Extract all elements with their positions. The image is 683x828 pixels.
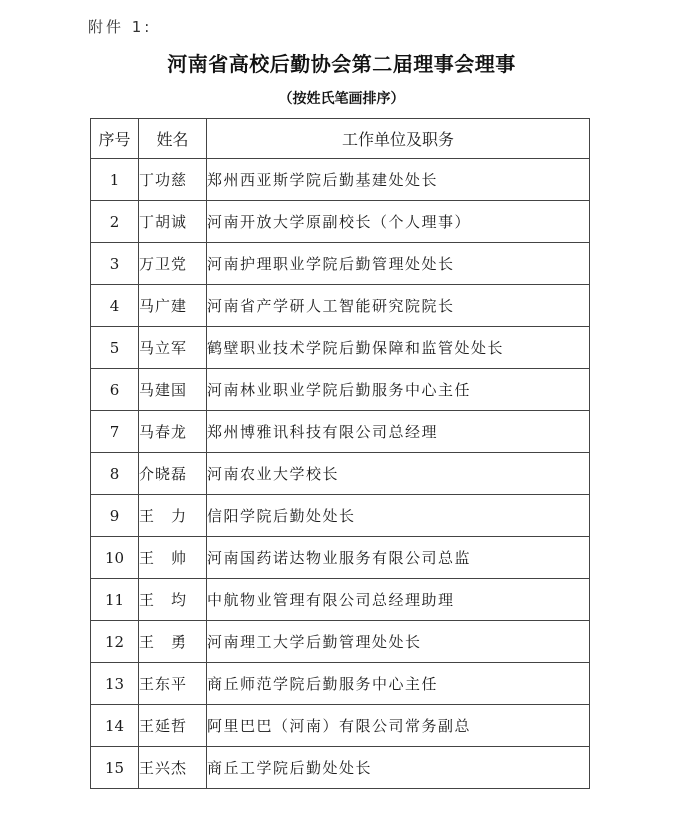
member-name: 马立军 — [139, 327, 207, 369]
member-name: 王东平 — [139, 663, 207, 705]
attachment-label: 附件 1: — [88, 18, 153, 36]
table-row — [91, 537, 590, 579]
table-row — [91, 243, 590, 285]
member-organization: 鹤壁职业技术学院后勤保障和监管处处长 — [207, 327, 590, 369]
table-row — [91, 201, 590, 243]
member-name: 丁功慈 — [139, 159, 207, 201]
member-name: 丁胡诚 — [139, 201, 207, 243]
row-number: 5 — [91, 327, 139, 369]
member-name: 马春龙 — [139, 411, 207, 453]
document-subtitle: （按姓氏笔画排序） — [278, 91, 405, 107]
table-row — [91, 453, 590, 495]
member-name: 王 帅 — [139, 537, 207, 579]
table-row — [91, 327, 590, 369]
member-organization: 信阳学院后勤处处长 — [207, 495, 590, 537]
row-number: 2 — [91, 201, 139, 243]
member-name: 王兴杰 — [139, 747, 207, 789]
table-row — [91, 747, 590, 789]
table-row — [91, 159, 590, 201]
member-name: 万卫党 — [139, 243, 207, 285]
member-organization: 河南国药诺达物业服务有限公司总监 — [207, 537, 590, 579]
table-row — [91, 411, 590, 453]
row-number: 6 — [91, 369, 139, 411]
member-name: 王 勇 — [139, 621, 207, 663]
row-number: 7 — [91, 411, 139, 453]
row-number: 9 — [91, 495, 139, 537]
row-number: 10 — [91, 537, 139, 579]
row-number: 1 — [91, 159, 139, 201]
member-organization: 中航物业管理有限公司总经理助理 — [207, 579, 590, 621]
member-organization: 郑州博雅讯科技有限公司总经理 — [207, 411, 590, 453]
member-organization: 河南开放大学原副校长（个人理事） — [207, 201, 590, 243]
row-number: 4 — [91, 285, 139, 327]
member-name: 王 力 — [139, 495, 207, 537]
document-title: 河南省高校后勤协会第二届理事会理事 — [167, 52, 516, 76]
table-row — [91, 621, 590, 663]
member-organization: 河南理工大学后勤管理处处长 — [207, 621, 590, 663]
header-no: 序号 — [91, 119, 139, 159]
member-name: 王延哲 — [139, 705, 207, 747]
table-body — [91, 159, 590, 789]
member-organization: 河南护理职业学院后勤管理处处长 — [207, 243, 590, 285]
row-number: 12 — [91, 621, 139, 663]
table-header-row — [91, 119, 590, 159]
member-name: 马建国 — [139, 369, 207, 411]
member-name: 介晓磊 — [139, 453, 207, 495]
member-organization: 河南林业职业学院后勤服务中心主任 — [207, 369, 590, 411]
row-number: 3 — [91, 243, 139, 285]
row-number: 15 — [91, 747, 139, 789]
table-row — [91, 579, 590, 621]
member-organization: 河南省产学研人工智能研究院院长 — [207, 285, 590, 327]
member-organization: 河南农业大学校长 — [207, 453, 590, 495]
row-number: 13 — [91, 663, 139, 705]
table-row — [91, 495, 590, 537]
table-row — [91, 705, 590, 747]
table-row — [91, 663, 590, 705]
member-organization: 商丘师范学院后勤服务中心主任 — [207, 663, 590, 705]
member-organization: 郑州西亚斯学院后勤基建处处长 — [207, 159, 590, 201]
member-name: 王 均 — [139, 579, 207, 621]
table-row — [91, 285, 590, 327]
member-organization: 商丘工学院后勤处处长 — [207, 747, 590, 789]
header-name: 姓名 — [139, 119, 207, 159]
member-name: 马广建 — [139, 285, 207, 327]
member-organization: 阿里巴巴（河南）有限公司常务副总 — [207, 705, 590, 747]
row-number: 14 — [91, 705, 139, 747]
table-row — [91, 369, 590, 411]
header-org: 工作单位及职务 — [207, 119, 590, 159]
council-members-table — [90, 118, 590, 789]
row-number: 8 — [91, 453, 139, 495]
row-number: 11 — [91, 579, 139, 621]
